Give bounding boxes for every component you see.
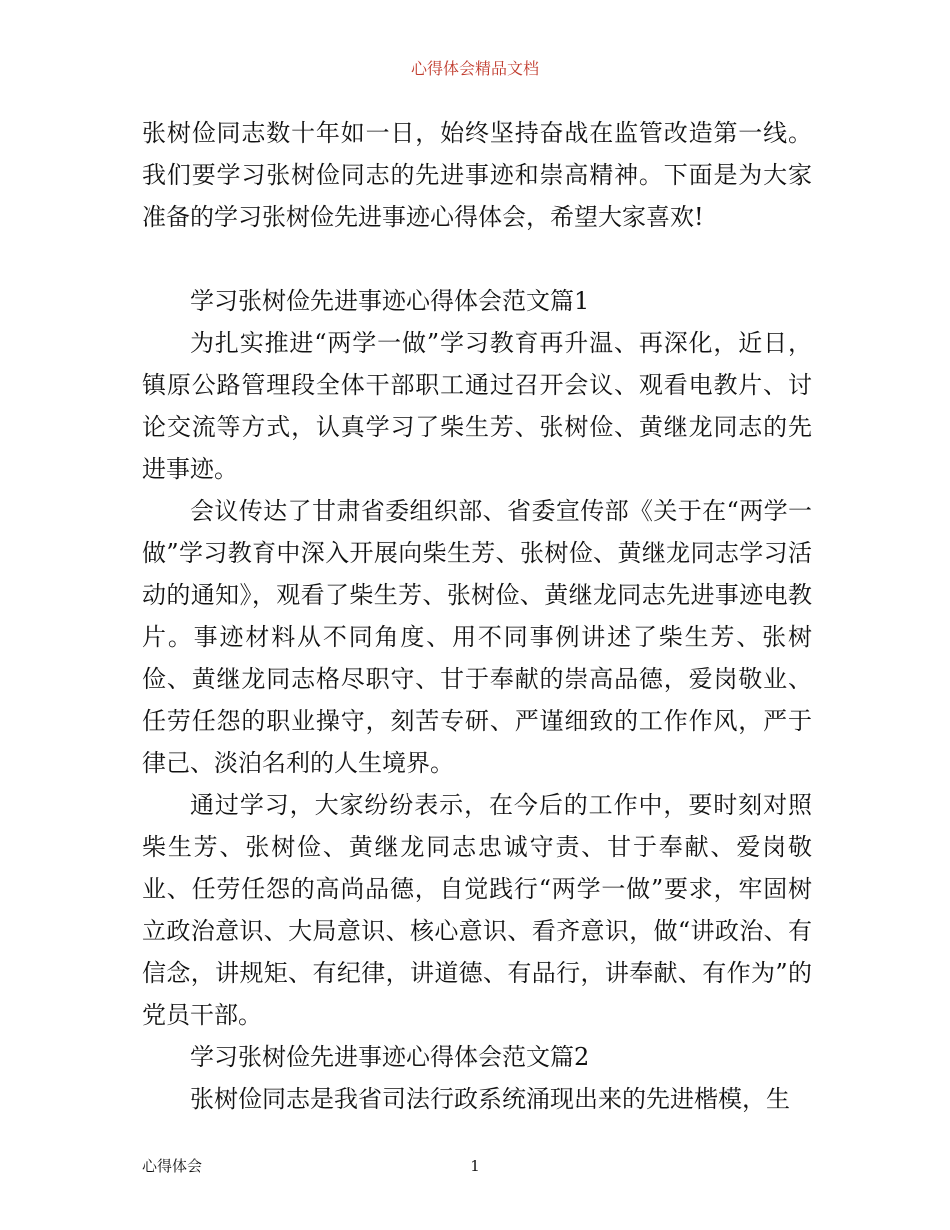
page-number: 1 bbox=[470, 1157, 480, 1175]
section-heading-2: 学习张树俭先进事迹心得体会范文篇2 bbox=[190, 1043, 590, 1071]
body-paragraph-2: 会议传达了甘肃省委组织部、省委宣传部《关于在“两学一做”学习教育中深入开展向柴生芳、张树俭、黄继龙同志学习活动的通知》，观看了柴生芳、张树俭、黄继龙同志先进事迹电教片。事迹材料从不同角度、用不同事例讲述了柴生芳、张树俭、黄继龙同志格尽职守、甘于奉献的崇高品德，爱岗敬业、任劳任怨的职业操守，刻苦专研、严谨细致的工作作风，严于律己、淡泊名利的人生境界。 bbox=[142, 497, 812, 777]
document-body bbox=[142, 112, 812, 1120]
footer-label: 心得体会 bbox=[142, 1157, 203, 1175]
body-paragraph-4: 张树俭同志是我省司法行政系统涌现出来的先进楷模，生 bbox=[190, 1085, 790, 1113]
section-heading-1: 学习张树俭先进事迹心得体会范文篇1 bbox=[190, 287, 590, 315]
document-header: 心得体会精品文档 bbox=[410, 59, 539, 78]
body-paragraph-3: 通过学习，大家纷纷表示，在今后的工作中，要时刻对照柴生芳、张树俭、黄继龙同志忠诚守责、甘于奉献、爱岗敬业、任劳任怨的高尚品德，自觉践行“两学一做”要求，牢固树立政治意识、大局意识、核心意识、看齐意识，做“讲政治、有信念，讲规矩、有纪律，讲道德、有品行，讲奉献、有作为”的党员干部。 bbox=[142, 791, 812, 1029]
body-paragraph-1: 为扎实推进“两学一做”学习教育再升温、再深化，近日，镇原公路管理段全体干部职工通过召开会议、观看电教片、讨论交流等方式，认真学习了柴生芳、张树俭、黄继龙同志的先进事迹。 bbox=[142, 329, 812, 483]
intro-paragraph: 张树俭同志数十年如一日，始终坚持奋战在监管改造第一线。我们要学习张树俭同志的先进事迹和崇高精神。下面是为大家准备的学习张树俭先进事迹心得体会，希望大家喜欢! bbox=[142, 119, 812, 231]
